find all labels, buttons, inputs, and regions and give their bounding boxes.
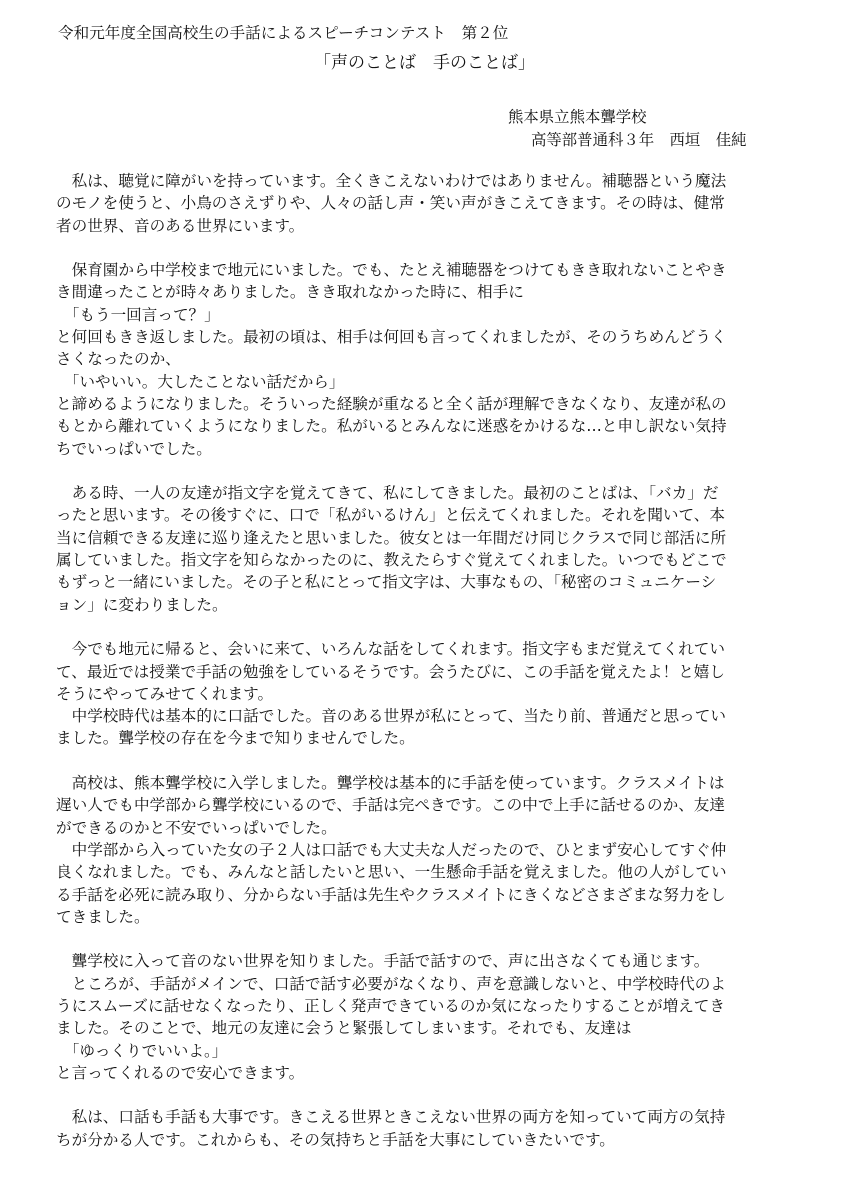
text-line: ったと思います。その後すぐに、口で「私がいるけん」と伝えてくれました。それを聞いて、本 [56, 506, 725, 525]
text-line: 遅い人でも中学部から聾学校にいるので、手話は完ぺきです。この中で上手に話せるのか、友達 [56, 796, 725, 815]
text-line: ある時、一人の友達が指文字を覚えてきて、私にしてきました。最初のことばは、「バカ」だ [56, 484, 719, 503]
text-line: ちが分かる人です。これからも、その気持ちと手話を大事にしていきたいです。 [56, 1130, 615, 1149]
text-line: 属していました。指文字を知らなかったのに、教えたらすぐ覚えてくれました。いつでもどこで [56, 551, 727, 570]
paragraph-4 [56, 638, 796, 749]
text-line: と諦めるようになりました。そういった経験が重なると全く話が理解できなくなり、友達が私の [56, 394, 727, 413]
text-line: もとから離れていくようになりました。私がいるとみんなに迷惑をかけるな…と申し訳ない気持 [56, 417, 727, 436]
text-line: ができるのかと不安でいっぱいでした。 [56, 818, 337, 837]
text-line: 中学校時代は基本的に口話でした。音のある世界が私にとって、当たり前、普通だと思ってい [56, 707, 726, 726]
text-line: と言ってくれるので安心できます。 [56, 1063, 305, 1082]
text-line: 者の世界、音のある世界にいます。 [56, 216, 305, 235]
paragraph-6 [56, 950, 796, 1084]
text-line: 保育園から中学校まで地元にいました。でも、たとえ補聴器をつけてもきき取れないことやき [56, 261, 727, 280]
quote-line: 「もう一回言って？」 [56, 305, 220, 324]
text-line: 私は、口話も手話も大事です。きこえる世界ときこえない世界の両方を知っていて両方の気持 [56, 1108, 726, 1127]
text-line: 今でも地元に帰ると、会いに来て、いろんな話をしてくれます。指文字もまだ覚えてくれてい [56, 640, 725, 659]
paragraph-gap [56, 460, 796, 482]
text-line: 中学部から入っていた女の子２人は口話でも大丈夫な人だったので、ひとまず安心してすぐ仲 [56, 840, 727, 859]
paragraph-gap [56, 616, 796, 638]
text-line: 私は、聴覚に障がいを持っています。全くきこえないわけではありません。補聴器という魔法 [56, 172, 727, 190]
paragraph-2 [56, 259, 796, 460]
text-line: 高校は、熊本聾学校に入学しました。聾学校は基本的に手話を使っています。クラスメイトは [56, 774, 725, 793]
text-line: ョン」に変わりました。 [56, 595, 228, 614]
text-line: 聾学校に入って音のない世界を知りました。手話で話すので、声に出さなくても通じます。 [56, 952, 710, 971]
text-line: ました。聾学校の存在を今まで知りませんでした。 [56, 729, 415, 748]
speech-title: 「声のことば 手のことば」 [314, 53, 535, 73]
text-line: そうにやってみせてくれます。 [56, 684, 274, 703]
text-line: ました。そのことで、地元の友達に会うと緊張してしまいます。それでも、友達は [56, 1019, 632, 1038]
speech-body [56, 170, 796, 1151]
text-line: 当に信頼できる友達に巡り逢えたと思いました。彼女とは一年間だけ同じクラスで同じ部活に所 [56, 528, 727, 547]
text-line: うにスムーズに話せなくなったり、正しく発声できているのか気になったりすることが増えてき [56, 996, 725, 1015]
text-line: さくなったのか、 [56, 350, 181, 369]
text-line: てきました。 [56, 907, 150, 926]
text-line: もずっと一緒にいました。その子と私にとって指文字は、大事なもの、「秘密のコミュニケーシ [56, 573, 717, 592]
contest-heading: 令和元年度全国高校生の手話によるスピーチコンテスト 第２位 [58, 24, 509, 42]
paragraph-3 [56, 482, 796, 616]
paragraph-1 [56, 170, 796, 237]
student-info: 高等部普通科３年 西垣 佳純 [531, 131, 747, 149]
text-line: て、最近では授業で手話の勉強をしているそうです。会うたびに、この手話を覚えたよ！と嬉し [56, 662, 725, 681]
quote-line: 「いやいい。大したことない話だから」 [56, 372, 345, 391]
paragraph-7 [56, 1106, 796, 1151]
text-line: 良くなれました。でも、みんなと話したいと思い、一生懸命手話を覚えました。他の人がしてい [56, 863, 727, 882]
text-line: ちでいっぱいでした。 [56, 439, 212, 458]
paragraph-gap [56, 928, 796, 950]
school-name: 熊本県立熊本聾学校 [508, 108, 647, 126]
paragraph-gap [56, 750, 796, 772]
paragraph-gap [56, 1084, 796, 1106]
quote-line: 「ゆっくりでいいよ。」 [56, 1041, 228, 1060]
text-line: ところが、手話がメインで、口話で話す必要がなくなり、声を意識しないと、中学校時代のよ [56, 974, 726, 993]
text-line: る手話を必死に読み取り、分からない手話は先生やクラスメイトにきくなどさまざまな努力をし [56, 885, 726, 904]
text-line: と何回もきき返しました。最初の頃は、相手は何回も言ってくれましたが、そのうちめんどうく [56, 328, 727, 347]
paragraph-5 [56, 772, 796, 928]
text-line: のモノを使うと、小鳥のさえずりや、人々の話し声・笑い声がきこえてきます。その時は、健常 [56, 194, 725, 213]
paragraph-gap [56, 237, 796, 259]
text-line: き間違ったことが時々ありました。きき取れなかった時に、相手に [56, 283, 524, 302]
